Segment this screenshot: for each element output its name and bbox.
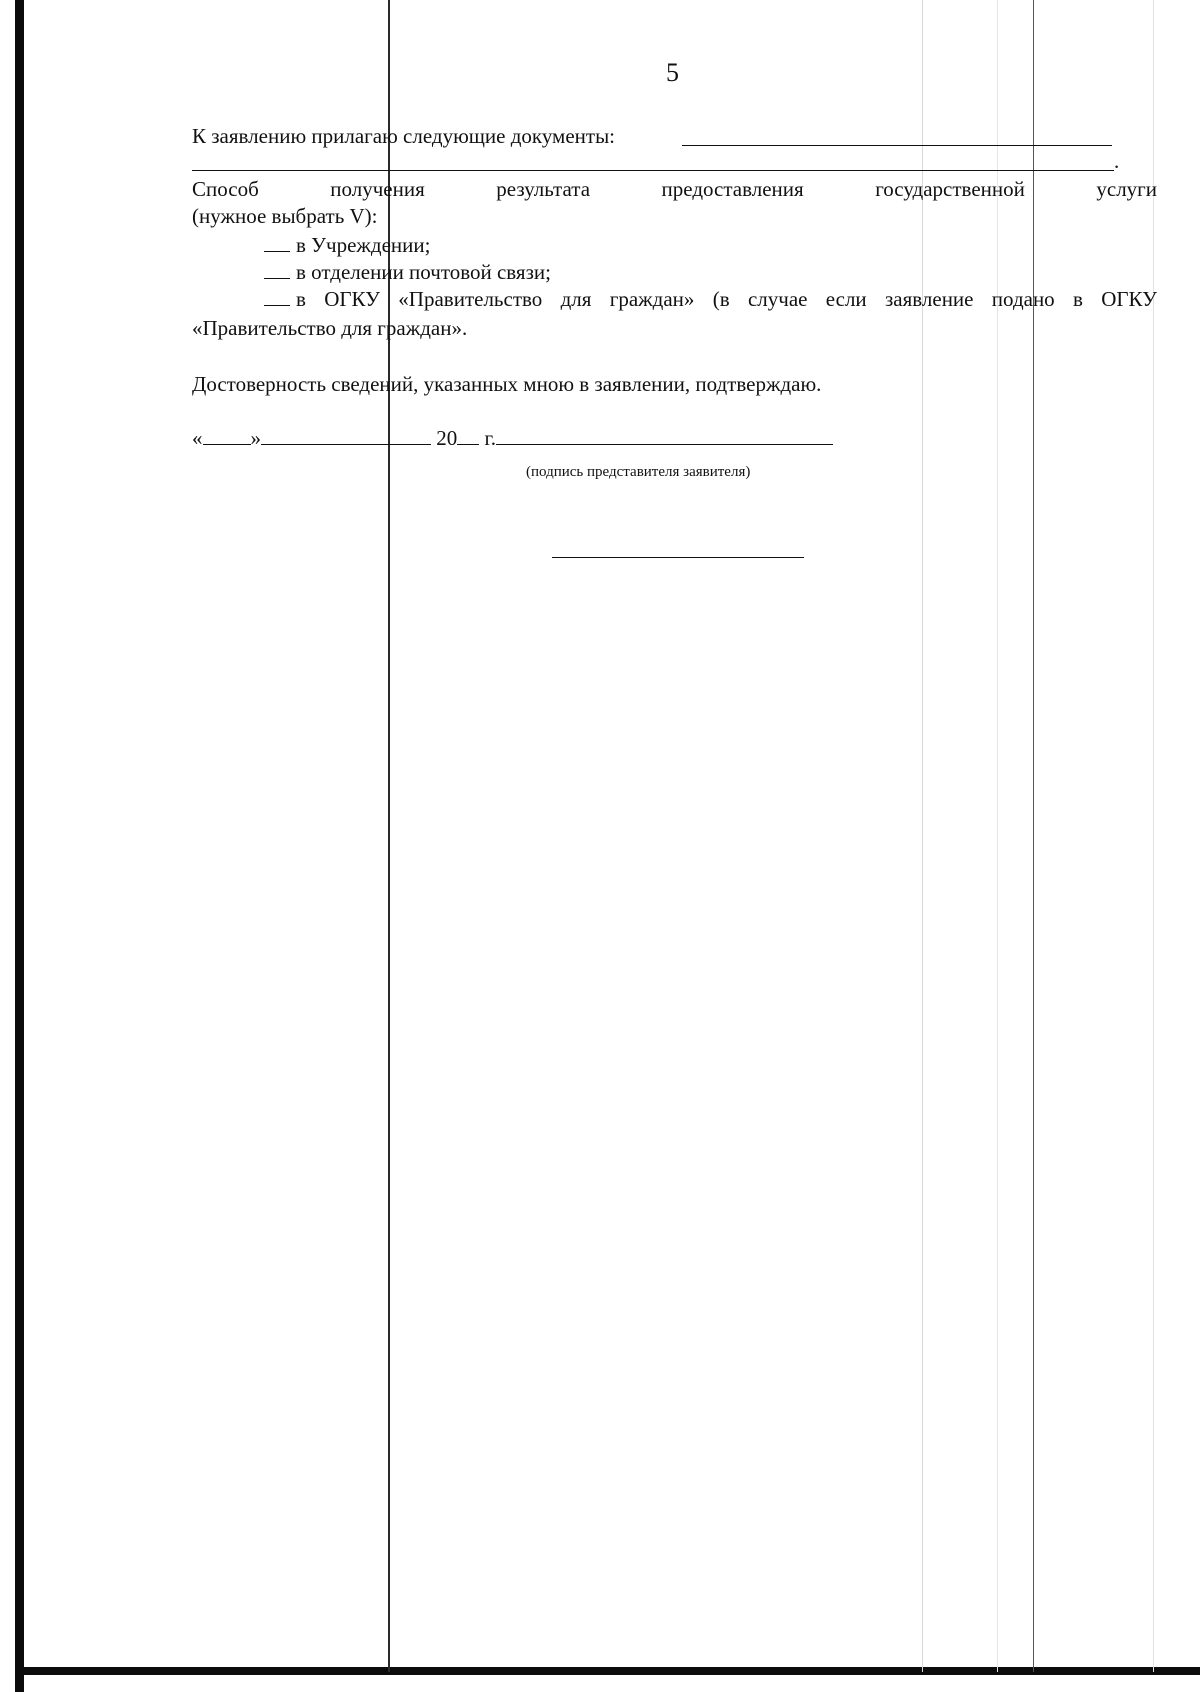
option-label: в ОГКУ «Правительство для граждан» (в случае если заявление подано в ОГКУ — [296, 287, 1157, 311]
delivery-option-ogku[interactable] — [264, 286, 1157, 312]
signature-caption: (подпись представителя заявителя) — [526, 464, 751, 480]
date-day-field[interactable] — [203, 426, 251, 445]
scan-fold-line — [922, 0, 923, 1672]
scan-fold-line — [1153, 0, 1154, 1672]
attachments-fill-line-2[interactable] — [192, 170, 1114, 171]
attachments-fill-line-1[interactable] — [682, 145, 1112, 146]
option-label: в Учреждении; — [296, 233, 431, 257]
date-signature-row — [192, 425, 833, 451]
delivery-option-institution[interactable] — [264, 232, 430, 258]
scan-bottom-edge — [15, 1667, 1200, 1675]
option-label: в отделении почтовой связи; — [296, 260, 551, 284]
date-year-suffix: г. — [484, 426, 496, 450]
option-checkbox-blank[interactable] — [264, 260, 290, 279]
date-year-field[interactable] — [457, 426, 479, 445]
delivery-word: государственной — [875, 177, 1025, 201]
attachments-label: К заявлению прилагаю следующие документы: — [192, 124, 616, 148]
scan-fold-line — [1033, 0, 1034, 1672]
date-close-quote: » — [250, 426, 261, 450]
attachments-end-mark: . — [1114, 149, 1120, 173]
signature-field[interactable] — [496, 426, 833, 445]
closing-separator — [552, 557, 804, 558]
delivery-word: результата — [496, 177, 591, 201]
delivery-word: получения — [330, 177, 425, 201]
delivery-word: Способ — [192, 177, 259, 201]
option-checkbox-blank[interactable] — [264, 233, 290, 252]
delivery-word: предоставления — [661, 177, 804, 201]
page-number: 5 — [666, 58, 679, 87]
date-year-prefix: 20 — [436, 426, 458, 450]
option-checkbox-blank[interactable] — [264, 287, 290, 306]
confirmation-statement: Достоверность сведений, указанных мною в заявлении, подтверждаю. — [192, 372, 822, 396]
delivery-method-line-1 — [192, 176, 1157, 202]
delivery-word: услуги — [1096, 177, 1158, 201]
date-open-quote: « — [192, 426, 203, 450]
date-month-field[interactable] — [261, 426, 431, 445]
delivery-option-post[interactable] — [264, 259, 551, 285]
scan-fold-line — [997, 0, 998, 1672]
delivery-option-ogku-continued: «Правительство для граждан». — [192, 316, 468, 340]
delivery-method-line-2: (нужное выбрать V): — [192, 204, 378, 228]
scan-left-edge — [15, 0, 24, 1692]
